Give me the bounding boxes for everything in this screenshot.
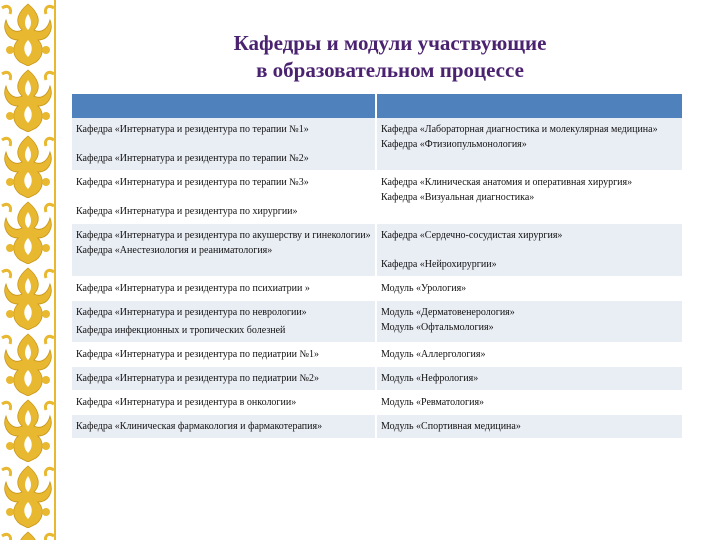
- department-name: Кафедра «Клиническая фармакология и фармакотерапия»: [76, 421, 323, 432]
- department-name: Кафедра «Интернатура и резидентура по хирургии»: [76, 206, 298, 217]
- title-line-2: в образовательном процессе: [256, 58, 524, 82]
- module-name: Модуль «Урология»: [381, 283, 467, 294]
- table-cell-left: [72, 343, 376, 367]
- table-cell-left: [72, 391, 376, 415]
- department-name: Кафедра «Сердечно-сосудистая хирургия»: [381, 230, 563, 241]
- page-title: [60, 30, 720, 84]
- table-row: [72, 367, 682, 391]
- table-row: [72, 171, 682, 224]
- module-name: Модуль «Дерматовенерология»: [381, 307, 515, 318]
- department-name: Кафедра «Интернатура и резидентура в онкологии»: [76, 397, 297, 408]
- department-name: Кафедра «Интернатура и резидентура по педиатрии №1»: [76, 349, 320, 360]
- table-cell-left: [72, 277, 376, 301]
- table-cell-right: [376, 171, 682, 224]
- table-cell-left: [72, 118, 376, 171]
- table-cell-right: [376, 224, 682, 277]
- title-line-1: Кафедры и модули участвующие: [233, 31, 547, 55]
- ornamental-border: [0, 0, 56, 540]
- table-cell-left: [72, 301, 376, 343]
- table-row: [72, 343, 682, 367]
- department-name: Кафедра «Интернатура и резидентура по акушерству и гинекологии»: [76, 230, 371, 241]
- table-header-cell: [72, 94, 376, 118]
- table-cell-right: [376, 118, 682, 171]
- table-cell-left: [72, 367, 376, 391]
- department-name: Кафедра «Интернатура и резидентура по неврологии»: [76, 307, 307, 318]
- table-cell-left: [72, 415, 376, 439]
- department-name: Кафедра «Лабораторная диагностика и молекулярная медицина»: [381, 124, 658, 135]
- department-name: Кафедра «Интернатура и резидентура по психиатрии »: [76, 283, 310, 294]
- departments-table: [72, 94, 682, 439]
- module-name: Модуль «Нефрология»: [381, 373, 479, 384]
- table-cell-right: [376, 343, 682, 367]
- table-row: [72, 301, 682, 343]
- table-row: [72, 277, 682, 301]
- module-name: Модуль «Спортивная медицина»: [381, 421, 521, 432]
- department-name: Кафедра «Фтизиопульмонология»: [381, 139, 527, 150]
- department-name: Кафедра инфекционных и тропических болезней: [76, 325, 286, 336]
- department-name: Кафедра «Нейрохирургии»: [381, 259, 497, 270]
- table-row: [72, 118, 682, 171]
- table-cell-right: [376, 391, 682, 415]
- module-name: Модуль «Офтальмология»: [381, 322, 494, 333]
- table-header-row: [72, 94, 682, 118]
- module-name: Модуль «Аллергология»: [381, 349, 486, 360]
- table-cell-right: [376, 301, 682, 343]
- department-name: Кафедра «Клиническая анатомия и оперативная хирургия»: [381, 177, 633, 188]
- department-name: Кафедра «Интернатура и резидентура по терапии №1»: [76, 124, 309, 135]
- table-header-cell: [376, 94, 682, 118]
- department-name: Кафедра «Интернатура и резидентура по терапии №3»: [76, 177, 309, 188]
- table-cell-left: [72, 224, 376, 277]
- module-name: Модуль «Ревматология»: [381, 397, 485, 408]
- department-name: Кафедра «Визуальная диагностика»: [381, 192, 535, 203]
- table-cell-right: [376, 277, 682, 301]
- table-cell-right: [376, 367, 682, 391]
- table-cell-right: [376, 415, 682, 439]
- ornament-pattern-icon: [0, 0, 56, 540]
- department-name: Кафедра «Интернатура и резидентура по педиатрии №2»: [76, 373, 320, 384]
- table-row: [72, 224, 682, 277]
- department-name: Кафедра «Анестезиология и реаниматология»: [76, 245, 273, 256]
- table-row: [72, 415, 682, 439]
- table-row: [72, 391, 682, 415]
- department-name: Кафедра «Интернатура и резидентура по терапии №2»: [76, 153, 309, 164]
- table-cell-left: [72, 171, 376, 224]
